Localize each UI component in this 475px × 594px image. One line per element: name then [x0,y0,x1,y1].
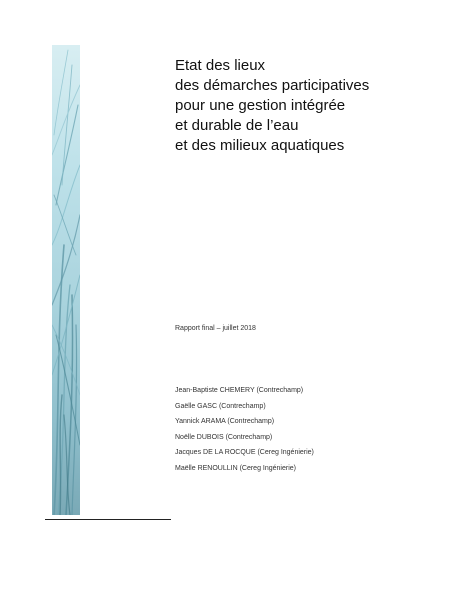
document-title [175,56,465,156]
title-line: des démarches participatives [175,77,370,94]
author-name: Noëlle DUBOIS (Contrechamp) [175,433,273,441]
footnote-separator [45,519,171,520]
author-name: Jean-Baptiste CHEMERY (Contrechamp) [175,387,304,394]
grass-image [52,45,80,515]
title-line: Etat des lieux [175,57,266,74]
author-name: Gaëlle GASC (Contrechamp) [175,402,266,410]
cover-photo-strip [52,45,80,515]
report-status-date: Rapport final – juillet 2018 [175,325,256,332]
title-line: pour une gestion intégrée [175,97,346,114]
author-list [175,383,455,476]
title-line: et des milieux aquatiques [175,137,345,154]
author-name: Jacques DE LA ROCQUE (Cereg Ingénierie) [175,449,314,456]
author-name: Maëlle RENOULLIN (Cereg Ingénierie) [175,464,296,472]
title-line: et durable de l’eau [175,117,299,134]
author-name: Yannick ARAMA (Contrechamp) [175,418,275,425]
